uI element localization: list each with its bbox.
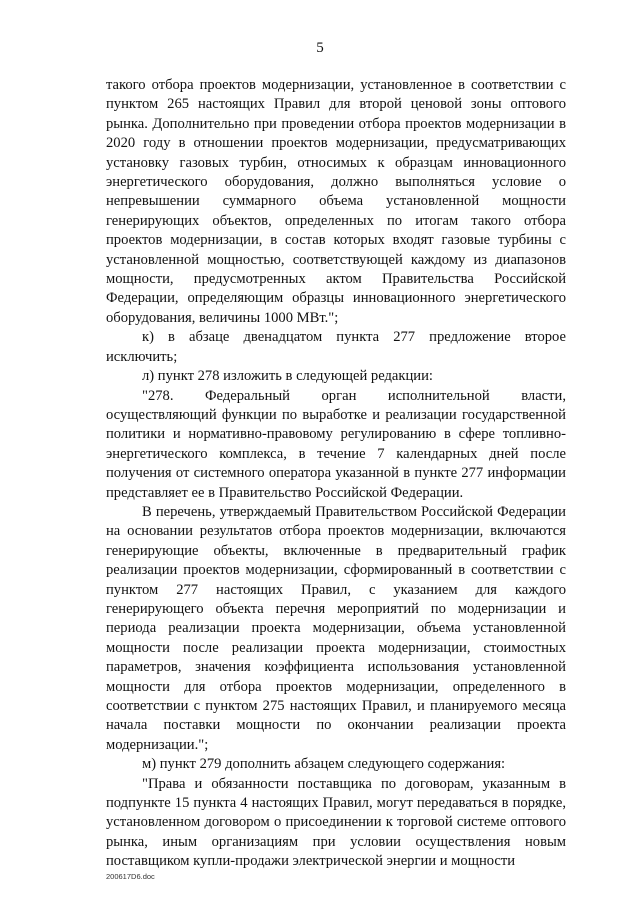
- paragraph-continuation: такого отбора проектов модернизации, установленное в соответствии с пунктом 265 настоящих Правил для второй ценовой зоны оптового рынка. Дополнительно при проведении отбора проектов модернизации в 2020 году в отношении проектов модернизации, предусматривающих установку газовых турбин, относимых к образцам инновационного энергетического оборудования, должно выполняться условие о непревышении суммарного объема установленной мощности генерирующих объектов, определенных по итогам такого отбора проектов модернизации, в состав которых входят газовые турбины с установленной мощностью, соответствующей каждому из диапазонов мощности, предусмотренных актом Правительства Российской Федерации, определяющим образцы инновационного энергетического оборудования, величины 1000 МВт.";: [106, 77, 566, 326]
- paragraph-rights: "Права и обязанности поставщика по договорам, указанным в подпункте 15 пункта 4 настоящих Правил, могут передаваться в порядке, установленном договором о присоединении к торговой системе оптового рынка, иным организациям при условии осуществления новым поставщиком купли-продажи электрической энергии и мощности: [106, 775, 566, 870]
- paragraph-item-m: м) пункт 279 дополнить абзацем следующего содержания:: [142, 756, 506, 773]
- footer-filename: 200617D6.doc: [106, 872, 155, 881]
- paragraph-list: В перечень, утверждаемый Правительством Российской Федерации на основании результатов отбора проектов модернизации, включаются генерирующие объекты, включенные в предварительный график реализации проектов модернизации, сформированный в соответствии с пунктом 277 настоящих Правил, с указанием для каждого генерирующего объекта перечня мероприятий по модернизации и периода реализации проекта модернизации, объема установленной мощности после реализации проекта модернизации, стоимостных параметров, значения коэффициента использования установленной мощности для отбора проектов модернизации, определенного в соответствии с пунктом 275 настоящих Правил, и планируемого месяца начала поставки мощности по окончании реализации проекта модернизации.";: [106, 503, 566, 753]
- paragraph-item-l: л) пункт 278 изложить в следующей редакции:: [142, 368, 433, 385]
- document-body: [106, 76, 566, 872]
- paragraph-item-k: к) в абзаце двенадцатом пункта 277 предложение второе исключить;: [106, 329, 566, 365]
- paragraph-278: "278. Федеральный орган исполнительной власти, осуществляющий функции по выработке и реализации государственной политики и нормативно-правовому регулированию в сфере топливно-энергетического комплекса, в течение 7 календарных дней после получения от системного оператора указанной в пункте 277 информации представляет ее в Правительство Российской Федерации.: [106, 387, 566, 501]
- page-number: 5: [316, 40, 324, 56]
